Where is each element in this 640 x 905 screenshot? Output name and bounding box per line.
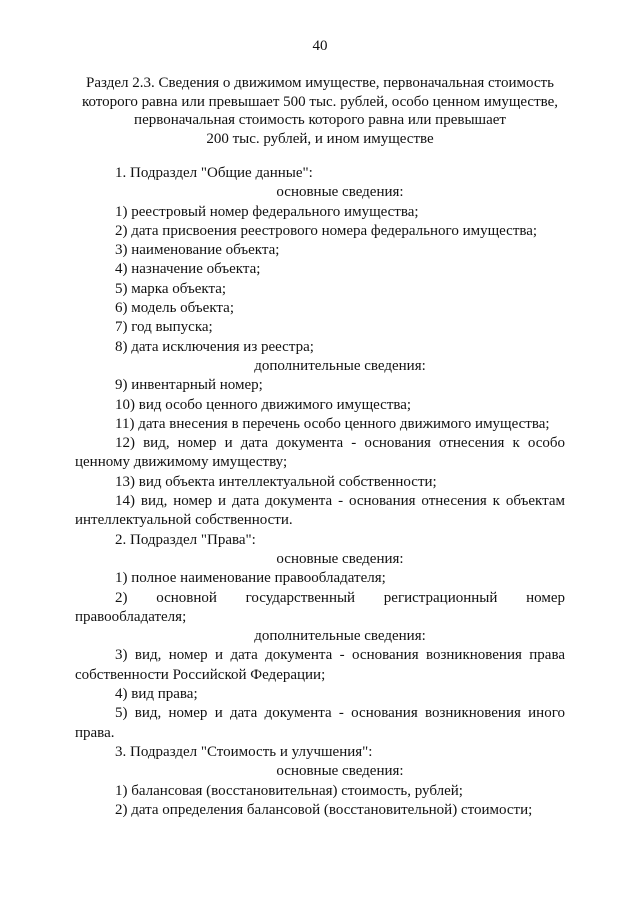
list-item: 6) модель объекта; [115, 300, 234, 317]
subsection-title: 2. Подраздел "Права": [115, 531, 256, 548]
list-item: 2) основной государственный регистрационный номер правообладателя; [75, 589, 565, 625]
list-item: 5) марка объекта; [115, 280, 227, 297]
list-item: 14) вид, номер и дата документа - основания отнесения к объектам интеллектуальной собственности. [75, 493, 565, 529]
list-item: 11) дата внесения в перечень особо ценного движимого имущества; [115, 415, 550, 432]
list-item: 4) назначение объекта; [115, 261, 261, 278]
list-item: 3) наименование объекта; [115, 242, 280, 259]
heading-line: Раздел 2.3. Сведения о движимом имуществе, первоначальная стоимость [86, 75, 554, 91]
extra-info-label: дополнительные сведения: [254, 628, 426, 645]
list-item: 13) вид объекта интеллектуальной собственности; [115, 473, 437, 490]
list-item: 1) полное наименование правообладателя; [115, 570, 386, 587]
heading-line: первоначальная стоимость которого равна или превышает [134, 112, 506, 128]
document-body [75, 164, 565, 820]
list-item: 8) дата исключения из реестра; [115, 338, 314, 355]
list-item: 10) вид особо ценного движимого имущества; [115, 396, 412, 413]
extra-info-label: дополнительные сведения: [254, 357, 426, 374]
subsection-title: 3. Подраздел "Стоимость и улучшения": [115, 743, 373, 760]
list-item: 2) дата присвоения реестрового номера федерального имущества; [115, 222, 538, 239]
list-item: 2) дата определения балансовой (восстановительной) стоимости; [115, 801, 533, 818]
heading-line: 200 тыс. рублей, и ином имуществе [206, 130, 434, 147]
heading-line: которого равна или превышает 500 тыс. рублей, особо ценном имуществе, [81, 93, 559, 110]
list-item: 5) вид, номер и дата документа - основания возникновения иного права. [75, 705, 565, 741]
list-item: 12) вид, номер и дата документа - основания отнесения к особо ценному движимому имуществу; [75, 435, 565, 471]
basic-info-label: основные сведения: [276, 763, 404, 780]
basic-info-label: основные сведения: [276, 550, 404, 567]
page-number: 40 [312, 38, 328, 54]
basic-info-label: основные сведения: [276, 184, 404, 201]
list-item: 9) инвентарный номер; [115, 377, 263, 394]
list-item: 1) балансовая (восстановительная) стоимость, рублей; [115, 782, 463, 799]
section-heading [70, 74, 570, 148]
list-item: 7) год выпуска; [115, 319, 213, 336]
subsection-title: 1. Подраздел "Общие данные": [115, 165, 313, 181]
list-item: 4) вид права; [115, 686, 198, 703]
list-item: 1) реестровый номер федерального имущества; [115, 203, 419, 220]
list-item: 3) вид, номер и дата документа - основания возникновения права собственности Российской Федерации; [75, 647, 565, 683]
